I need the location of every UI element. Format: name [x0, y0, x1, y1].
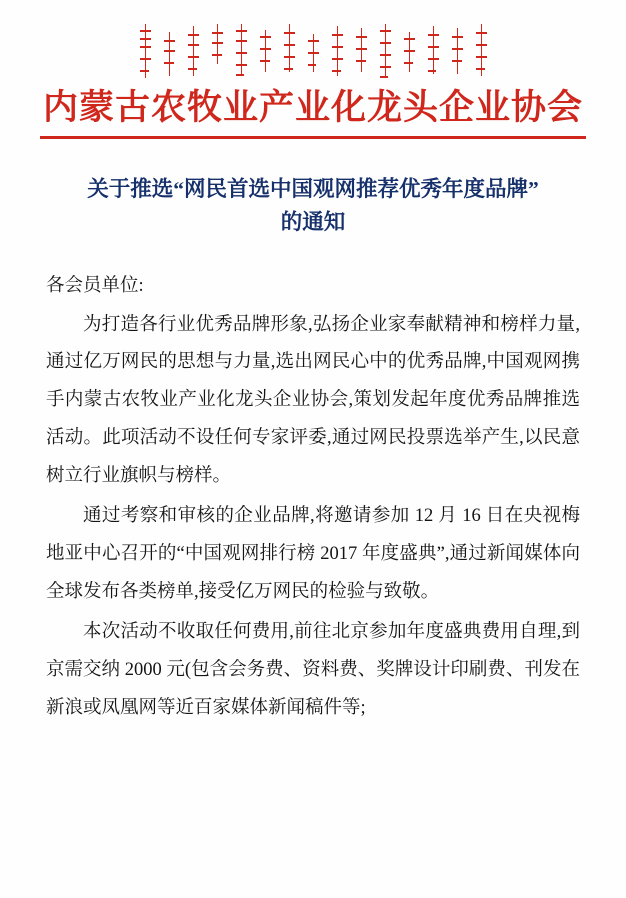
document-body — [0, 139, 626, 728]
salutation: 各会员单位: — [46, 276, 144, 297]
document-title-line-2: 的通知 — [280, 210, 346, 235]
paragraph-1: 为打造各行业优秀品牌形象,弘扬企业家奉献精神和榜样力量,通过亿万网民的思想与力量,选出网民心中的优秀品牌,中国观网携手内蒙古农牧业产业化龙头企业协会,策划发起年度优秀品牌推选活动。此项活动不设任何专家评委,通过网民投票选举产生,以民意树立行业旗帜与榜样。 — [46, 314, 580, 487]
mongolian-script-header — [40, 24, 586, 82]
document-title — [46, 173, 580, 240]
paragraph-3: 本次活动不收取任何费用,前往北京参加年度盛典费用自理,到京需交纳 2000 元(包含会务费、资料费、奖牌设计印刷费、刊发在新浪或凤凰网等近百家媒体新闻稿件等; — [46, 621, 580, 718]
paragraph-2: 通过考察和审核的企业品牌,将邀请参加 12 月 16 日在央视梅地亚中心召开的“中国观网排行榜 2017 年度盛典”,通过新闻媒体向全球发布各类榜单,接受亿万网民的检验与致敬。 — [46, 506, 580, 602]
document-title-line-1: 关于推选“网民首选中国观网推荐优秀年度品牌” — [87, 176, 539, 201]
letterhead — [0, 0, 626, 128]
organization-name: 内蒙古农牧业产业化龙头企业协会 — [42, 88, 583, 127]
